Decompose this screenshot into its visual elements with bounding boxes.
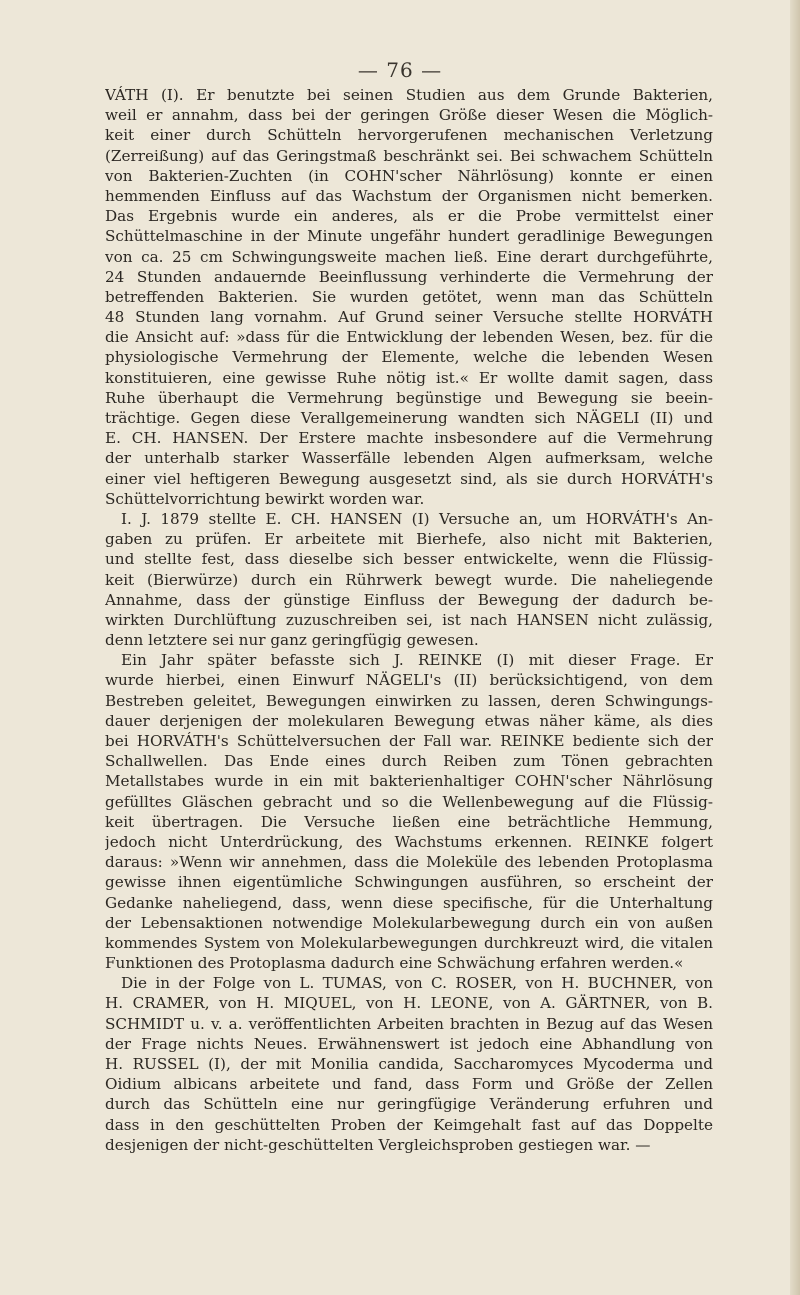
text-line: Gedanke naheliegend, dass, wenn diese specifische, für die Unterhaltung (105, 893, 713, 912)
text-line: dass in den geschüttelten Proben der Keimgehalt fast auf das Doppelte (105, 1115, 713, 1134)
text-line: Oidium albicans arbeitete und fand, dass Form und Größe der Zellen (105, 1075, 713, 1094)
text-line: der unterhalb starker Wasserfälle lebenden Algen aufmerksam, welche (105, 449, 713, 468)
page-number-header: — 76 — (357, 58, 443, 82)
text-line: dauer derjenigen der molekularen Bewegung etwas näher käme, als dies (105, 711, 713, 730)
text-line: H. CRAMER, von H. MIQUEL, von H. LEONE, von A. GÄRTNER, von B. (105, 994, 713, 1013)
text-line: 24 Stunden andauernde Beeinflussung verhinderte die Vermehrung der (105, 267, 713, 286)
text-line: Schüttelmaschine in der Minute ungefähr hundert geradlinige Bewegungen (105, 227, 713, 246)
text-line: H. RUSSEL (I), der mit Monilia candida, Saccharomyces Mycoderma und (105, 1055, 713, 1073)
text-line: betreffenden Bakterien. Sie wurden getötet, wenn man das Schütteln (105, 287, 713, 306)
text-line: hemmenden Einfluss auf das Wachstum der Organismen nicht bemerken. (105, 186, 713, 205)
text-line: Schüttelvorrichtung bewirkt worden war. (105, 489, 425, 508)
text-line: (Zerreißung) auf das Geringstmaß beschränkt sei. Bei schwachem Schütteln (105, 146, 713, 165)
text-line: Funktionen des Protoplasma dadurch eine Schwächung erfahren werden.« (105, 954, 684, 973)
text-line: und stellte fest, dass dieselbe sich besser entwickelte, wenn die Flüssig- (105, 550, 713, 569)
text-line: wurde hierbei, einen Einwurf NÄGELI's (II) berücksichtigend, von dem (105, 671, 713, 690)
text-line: jedoch nicht Unterdrückung, des Wachstums erkennen. REINKE folgert (105, 832, 713, 851)
text-line: wirkten Durchlüftung zuzuschreiben sei, ist nach HANSEN nicht zulässig, (105, 610, 713, 629)
text-line: Metallstabes wurde in ein mit bakterienhaltiger COHN'scher Nährlösung (105, 772, 713, 791)
text-line: keit einer durch Schütteln hervorgerufenen mechanischen Verletzung (105, 126, 713, 145)
text-line: keit (Bierwürze) durch ein Rührwerk bewegt wurde. Die naheliegende (105, 570, 713, 589)
text-line: bei HORVÁTH's Schüttelversuchen der Fall war. REINKE bediente sich der (105, 732, 713, 750)
page-edge (790, 0, 800, 1295)
text-line: Ruhe überhaupt die Vermehrung begünstige und Bewegung sie beein- (105, 388, 713, 407)
text-line: desjenigen der nicht-geschüttelten Vergleichsproben gestiegen war. — (105, 1135, 651, 1154)
text-line: Annahme, dass der günstige Einfluss der Bewegung der dadurch be- (105, 590, 713, 609)
text-line: denn letztere sei nur ganz geringfügig gewesen. (105, 631, 479, 650)
text-line: 48 Stunden lang vornahm. Auf Grund seiner Versuche stellte HORVÁTH (105, 308, 713, 327)
text-line: der Lebensaktionen notwendige Molekularbewegung durch ein von außen (105, 913, 713, 932)
text-line: trächtige. Gegen diese Verallgemeinerung wandten sich NÄGELI (II) und (105, 409, 713, 427)
text-line: konstituieren, eine gewisse Ruhe nötig ist.« Er wollte damit sagen, dass (105, 368, 713, 387)
text-line: die Ansicht auf: »dass für die Entwicklung der lebenden Wesen, bez. für die (105, 328, 713, 347)
text-line: von ca. 25 cm Schwingungsweite machen ließ. Eine derart durchgeführte, (105, 247, 713, 266)
text-line: I. J. 1879 stellte E. CH. HANSEN (I) Versuche an, um HORVÁTH's An- (121, 509, 713, 528)
text-line: daraus: »Wenn wir annehmen, dass die Moleküle des lebenden Protoplasma (105, 853, 713, 872)
text-line: der Frage nichts Neues. Erwähnenswert ist jedoch eine Abhandlung von (105, 1034, 713, 1053)
text-line: Das Ergebnis wurde ein anderes, als er die Probe vermittelst einer (105, 207, 713, 226)
text-line: kommendes System von Molekularbewegungen durchkreuzt wird, die vitalen (105, 933, 713, 952)
text-line: Bestreben geleitet, Bewegungen einwirken zu lassen, deren Schwingungs- (105, 691, 713, 710)
text-line: E. CH. HANSEN. Der Erstere machte insbesondere auf die Vermehrung (105, 429, 713, 448)
text-line: einer viel heftigeren Bewegung ausgesetzt sind, als sie durch HORVÁTH's (105, 469, 713, 488)
text-line: weil er annahm, dass bei der geringen Größe dieser Wesen die Möglich- (105, 106, 713, 125)
text-line: SCHMIDT u. v. a. veröffentlichten Arbeiten brachten in Bezug auf das Wesen (105, 1014, 713, 1033)
body-text (105, 85, 713, 1155)
text-line: gewisse ihnen eigentümliche Schwingungen ausführen, so erscheint der (105, 873, 713, 892)
text-line: physiologische Vermehrung der Elemente, welche die lebenden Wesen (105, 348, 713, 367)
text-line: Schallwellen. Das Ende eines durch Reiben zum Tönen gebrachten (105, 752, 713, 771)
text-line: keit übertragen. Die Versuche ließen eine beträchtliche Hemmung, (105, 812, 713, 831)
text-line: VÁTH (I). Er benutzte bei seinen Studien aus dem Grunde Bakterien, (105, 86, 713, 104)
text-line: Ein Jahr später befasste sich J. REINKE (I) mit dieser Frage. Er (121, 651, 713, 670)
text-line: Die in der Folge von L. TUMAS, von C. ROSER, von H. BUCHNER, von (121, 974, 713, 993)
text-line: gefülltes Gläschen gebracht und so die Wellenbewegung auf die Flüssig- (105, 792, 713, 811)
text-line: gaben zu prüfen. Er arbeitete mit Bierhefe, also nicht mit Bakterien, (105, 530, 713, 549)
text-line: von Bakterien-Zuchten (in COHN'scher Nährlösung) konnte er einen (105, 166, 713, 185)
text-line: durch das Schütteln eine nur geringfügige Veränderung erfuhren und (105, 1095, 713, 1114)
